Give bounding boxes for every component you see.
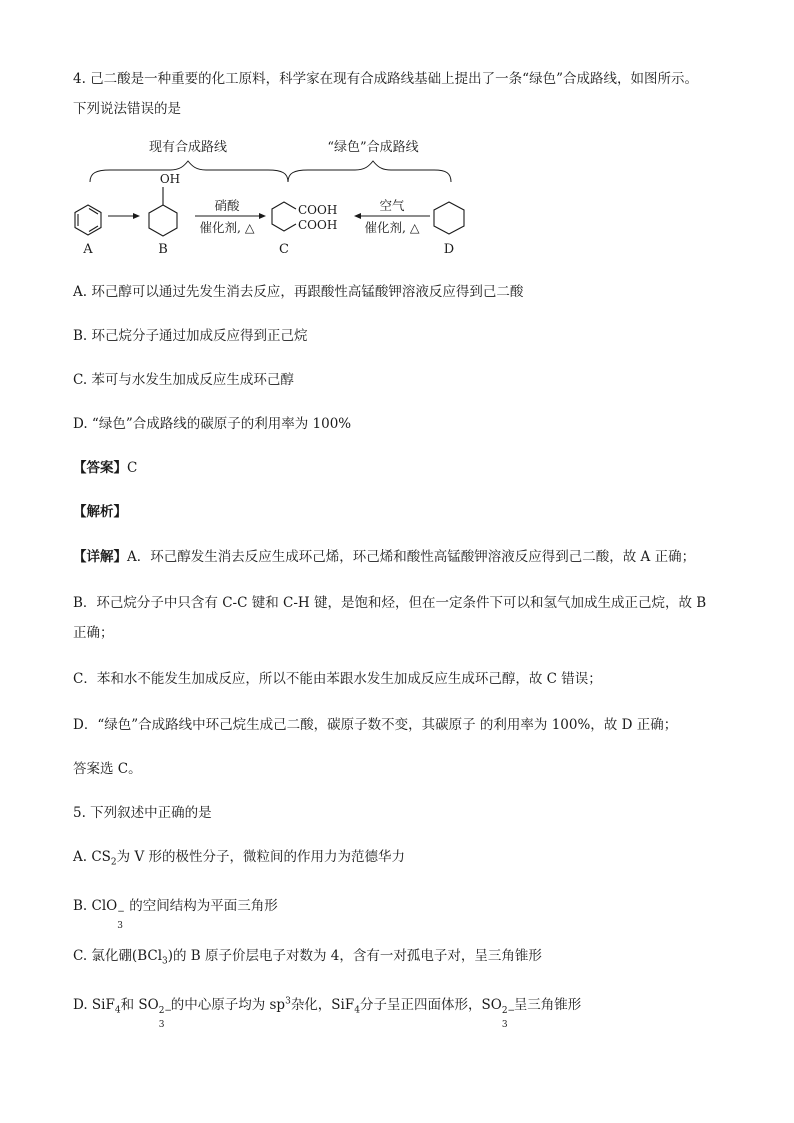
q5-d-sup: 3 (285, 996, 291, 1007)
label-c: C (279, 242, 289, 257)
q5-d-prefix: D. SiF (73, 997, 115, 1013)
answer-value: C (127, 460, 138, 476)
arrow2-top-label: 空气 (379, 198, 405, 213)
label-d: D (443, 242, 455, 257)
q5-option-c (73, 947, 542, 965)
arrow1-bottom-label: 催化剂, △ (199, 220, 255, 235)
detail-a: A．环己醇发生消去反应生成环己烯，环己烯和酸性高锰酸钾溶液反应得到己二酸，故 A 正确； (127, 549, 696, 565)
q5-option-a (73, 848, 405, 866)
arrow1-top-label: 硝酸 (214, 198, 240, 213)
q5-stem: 5. 下列叙述中正确的是 (73, 805, 212, 821)
q5-d-sub4: 3 (501, 1020, 508, 1030)
q5-a-sub: 2 (110, 857, 117, 868)
q5-c-text2: )的 B 原子价层电子对数为 4，含有一对孤电子对，呈三角锥形 (167, 948, 542, 964)
q5-d-charge1: 2− (158, 1006, 172, 1016)
q5-d-sub1: 4 (114, 1005, 121, 1016)
q4-option-d: D. “绿色”合成路线的碳原子的利用率为 100% (73, 416, 352, 432)
q5-a-prefix: A. CS (73, 849, 111, 865)
q5-b-sub: 3 (117, 921, 123, 931)
answer-line (73, 459, 137, 477)
q4-option-c: C. 苯可与水发生加成反应生成环己醇 (73, 372, 294, 388)
q5-option-d (73, 996, 582, 1030)
q5-a-rest: 为 V 形的极性分子，微粒间的作用力为范德华力 (116, 849, 405, 865)
q4-option-a: A. 环己醇可以通过先发生消去反应，再跟酸性高锰酸钾溶液反应得到己二酸 (73, 284, 524, 300)
route-green-label: “绿色”合成路线 (327, 140, 419, 155)
analysis-tag: 【解析】 (73, 504, 127, 520)
brace-green-route (288, 161, 451, 182)
synthesis-route-diagram (70, 133, 490, 263)
brace-existing-route (90, 161, 288, 182)
arrow-d-to-c (354, 213, 430, 219)
q5-b-rest: 的空间结构为平面三角形 (129, 898, 278, 914)
q5-d-mid1: 和 SO (120, 997, 159, 1013)
q5-d-sub2: 3 (158, 1020, 165, 1030)
route-existing-label: 现有合成路线 (148, 140, 228, 155)
detail-d: D．“绿色”合成路线中环己烷生成己二酸，碳原子数不变，其碳原子 的利用率为 100%，故 D 正确； (73, 717, 678, 733)
q4-stem-line1: 4. 己二酸是一种重要的化工原料，科学家在现有合成路线基础上提出了一条“绿色”合成路线，如图所示。 (73, 71, 698, 87)
cyclohexane-structure (434, 202, 464, 234)
detail-tag: 【详解】 (73, 549, 127, 565)
q5-d-mid4: 分子呈正四面体形，SO (359, 997, 502, 1013)
detail-b-line1: B．环己烷分子中只含有 C-C 键和 C-H 键，是饱和烃，但在一定条件下可以和氢气加成生成正己烷，故 B (73, 595, 707, 611)
arrow2-bottom-label: 催化剂, △ (364, 220, 420, 235)
answer-tag: 【答案】 (73, 460, 127, 476)
arrow-a-to-b (108, 213, 140, 219)
q5-c-sub: 3 (162, 956, 168, 967)
label-a: A (83, 242, 93, 257)
q4-stem-line2: 下列说法错误的是 (73, 101, 181, 117)
q5-d-mid2: 的中心原子均为 sp (170, 997, 286, 1013)
arrow-b-to-c (195, 213, 266, 219)
q5-d-charge2: 2− (501, 1006, 516, 1016)
q5-d-sub3: 4 (354, 1005, 360, 1016)
cooh-top: COOH (298, 203, 338, 217)
detail-c: C．苯和水不能发生加成反应，所以不能由苯跟水发生加成反应生成环己醇，故 C 错误； (73, 671, 602, 687)
q5-d-mid3: 杂化，SiF (290, 997, 355, 1013)
benzene-structure (75, 205, 101, 235)
q5-option-b (73, 897, 278, 931)
conclusion: 答案选 C。 (73, 761, 142, 777)
detail-a-line (73, 548, 695, 566)
detail-b-line2: 正确； (73, 625, 114, 641)
q4-option-b: B. 环己烷分子通过加成反应得到正己烷 (73, 328, 308, 344)
cyclohexanol-structure (149, 187, 177, 236)
oh-label: OH (159, 172, 181, 186)
q5-b-charge: − (117, 907, 125, 917)
cooh-bottom: COOH (298, 218, 338, 232)
adipic-acid-structure (272, 202, 296, 231)
label-b: B (158, 242, 168, 257)
q5-b-prefix: B. ClO (73, 898, 118, 914)
q5-d-end: 呈三角锥形 (513, 997, 582, 1013)
q5-c-text1: C. 氯化硼(BCl (73, 948, 163, 964)
